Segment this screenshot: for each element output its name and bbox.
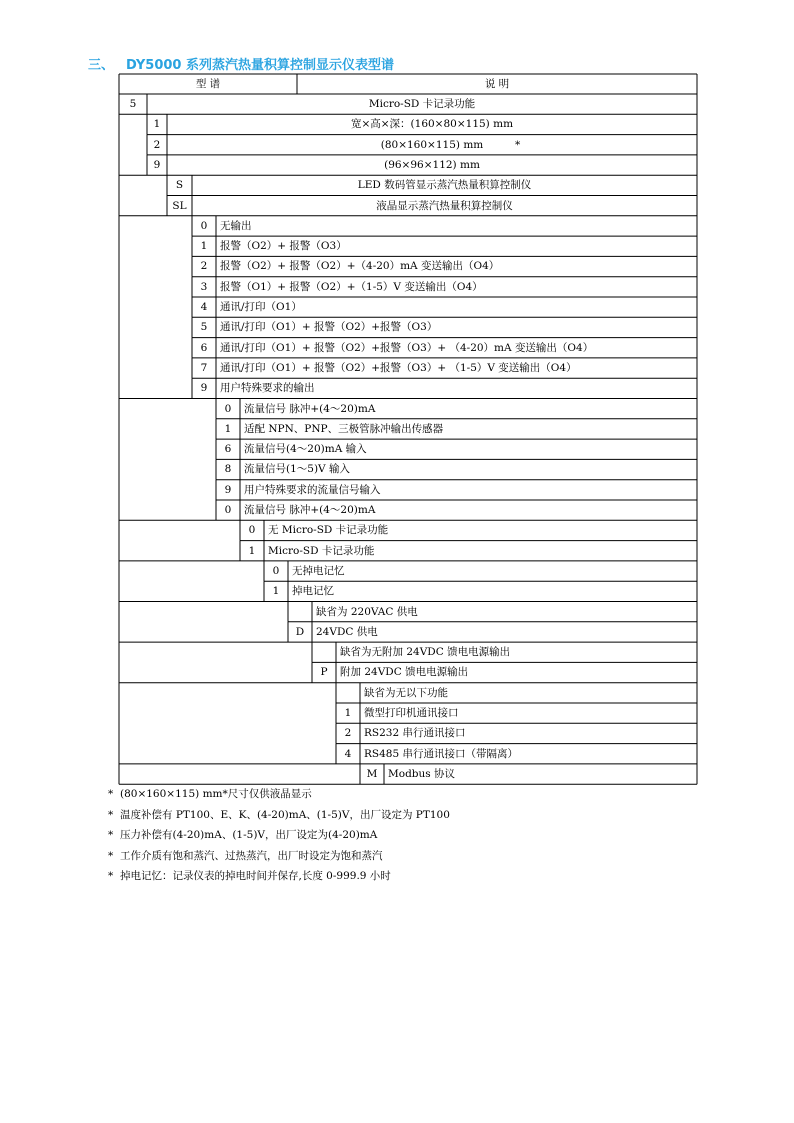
- model-code-cell: 1: [272, 585, 280, 598]
- model-code-cell: 9: [224, 483, 232, 496]
- model-code-cell: 0: [224, 402, 232, 415]
- model-code-cell: 0: [224, 504, 232, 516]
- model-code-cell: 5: [200, 321, 208, 334]
- note-item: * 压力补偿有(4-20)mA、(1-5)V，出厂设定为(4-20)mA: [108, 829, 378, 841]
- model-description-cell: 无输出: [220, 219, 252, 232]
- model-description-cell: 掉电记忆: [292, 585, 334, 598]
- model-code-cell: S: [175, 179, 184, 192]
- header-description: 说 明: [484, 78, 510, 90]
- model-description-cell: (80×160×115) mm: [380, 138, 484, 151]
- note-item: * 工作介质有饱和蒸汽、过热蒸汽，出厂时设定为饱和蒸汽: [108, 849, 383, 862]
- model-code-cell: P: [320, 666, 328, 679]
- model-description-cell: 缺省为 220VAC 供电: [316, 605, 418, 618]
- section-number: 三、: [88, 58, 115, 73]
- notes-list: [108, 784, 450, 887]
- model-code-cell: 1: [153, 118, 161, 131]
- model-description-cell: 通讯/打印（O1）+ 报警（O2）+报警（O3）: [220, 321, 438, 334]
- model-description-cell: 附加 24VDC 馈电电源输出: [340, 666, 469, 679]
- model-description-cell: 无掉电记忆: [292, 564, 345, 577]
- model-code-cell: D: [295, 625, 305, 638]
- model-description-cell: 通讯/打印（O1）: [220, 301, 302, 313]
- model-code-cell: 3: [200, 280, 208, 293]
- model-description-cell: 适配 NPN、PNP、三极管脉冲输出传感器: [244, 422, 444, 435]
- model-description-cell: Micro-SD 卡记录功能: [368, 98, 476, 110]
- model-description-cell: 流量信号 脉冲+(4～20)mA: [244, 504, 376, 516]
- model-code-cell: 2: [153, 138, 161, 151]
- model-description-cell: 报警（O1）+ 报警（O2）+（1-5）V 变送输出（O4）: [220, 280, 483, 293]
- model-code-cell: 0: [248, 524, 256, 537]
- model-description-cell: 报警（O2）+ 报警（O3）: [220, 240, 347, 253]
- model-code-cell: 5: [129, 98, 137, 110]
- model-code-cell: 8: [224, 463, 232, 476]
- model-description-cell: 通讯/打印（O1）+ 报警（O2）+报警（O3）+ （1-5）V 变送输出（O4）: [220, 361, 577, 374]
- model-description-cell: 24VDC 供电: [316, 625, 378, 638]
- model-description-cell: 无 Micro-SD 卡记录功能: [268, 524, 389, 537]
- model-code-cell: 6: [200, 341, 208, 354]
- model-description-cell: Micro-SD 卡记录功能: [268, 544, 375, 557]
- model-code-cell: 9: [153, 158, 161, 171]
- model-code-cell: 6: [224, 443, 232, 456]
- model-description-cell: 缺省为无以下功能: [364, 686, 448, 699]
- model-code-cell: 4: [200, 301, 208, 313]
- model-description-cell: 液晶显示蒸汽热量积算控制仪: [376, 199, 513, 212]
- model-code-cell: 7: [200, 361, 208, 374]
- model-code-cell: 9: [200, 382, 208, 395]
- model-code-cell: 1: [344, 707, 352, 719]
- model-description-cell: 缺省为无附加 24VDC 馈电电源输出: [340, 646, 511, 659]
- model-code-cell: SL: [172, 199, 187, 212]
- model-description-cell: Modbus 协议: [388, 767, 456, 780]
- lcd-only-mark: *: [515, 138, 521, 151]
- model-code-cell: 1: [200, 240, 208, 253]
- model-description-cell: LED 数码管显示蒸汽热量积算控制仪: [357, 179, 532, 192]
- model-code-cell: M: [366, 767, 378, 780]
- model-code-cell: 2: [344, 727, 352, 740]
- model-description-cell: RS485 串行通讯接口（带隔离）: [364, 747, 518, 760]
- model-description-cell: (96×96×112) mm: [384, 158, 480, 171]
- note-item: * 温度补偿有 PT100、E、K、(4-20)mA、(1-5)V，出厂设定为 PT100: [108, 808, 450, 821]
- model-description-cell: 通讯/打印（O1）+ 报警（O2）+报警（O3）+ （4-20）mA 变送输出（O4）: [220, 341, 594, 354]
- note-item: * (80×160×115) mm*尺寸仅供液晶显示: [108, 788, 312, 800]
- model-description-cell: 流量信号 脉冲+(4～20)mA: [244, 402, 376, 415]
- model-description-cell: 报警（O2）+ 报警（O2）+（4-20）mA 变送输出（O4）: [220, 260, 500, 273]
- model-code-cell: 0: [272, 564, 280, 577]
- note-item: * 掉电记忆：记录仪表的掉电时间并保存,长度 0-999.9 小时: [108, 870, 391, 882]
- model-code-cell: 4: [344, 747, 352, 760]
- model-description-cell: 用户特殊要求的流量信号输入: [244, 483, 381, 496]
- section-title: DY5000 系列蒸汽热量积算控制显示仪表型谱: [126, 58, 394, 73]
- model-description-cell: 流量信号(4～20)mA 输入: [244, 443, 367, 456]
- model-code-cell: 2: [200, 260, 208, 273]
- model-description-cell: 流量信号(1～5)V 输入: [244, 463, 350, 476]
- model-description-cell: 宽×高×深：(160×80×115) mm: [350, 118, 514, 131]
- model-code-cell: 1: [248, 544, 256, 557]
- model-description-cell: 用户特殊要求的输出: [220, 382, 315, 395]
- model-code-cell: 1: [224, 422, 232, 435]
- model-description-cell: RS232 串行通讯接口: [364, 727, 466, 740]
- model-code-cell: 0: [200, 219, 208, 232]
- header-model: 型 谱: [195, 78, 221, 90]
- model-description-cell: 微型打印机通讯接口: [364, 707, 459, 719]
